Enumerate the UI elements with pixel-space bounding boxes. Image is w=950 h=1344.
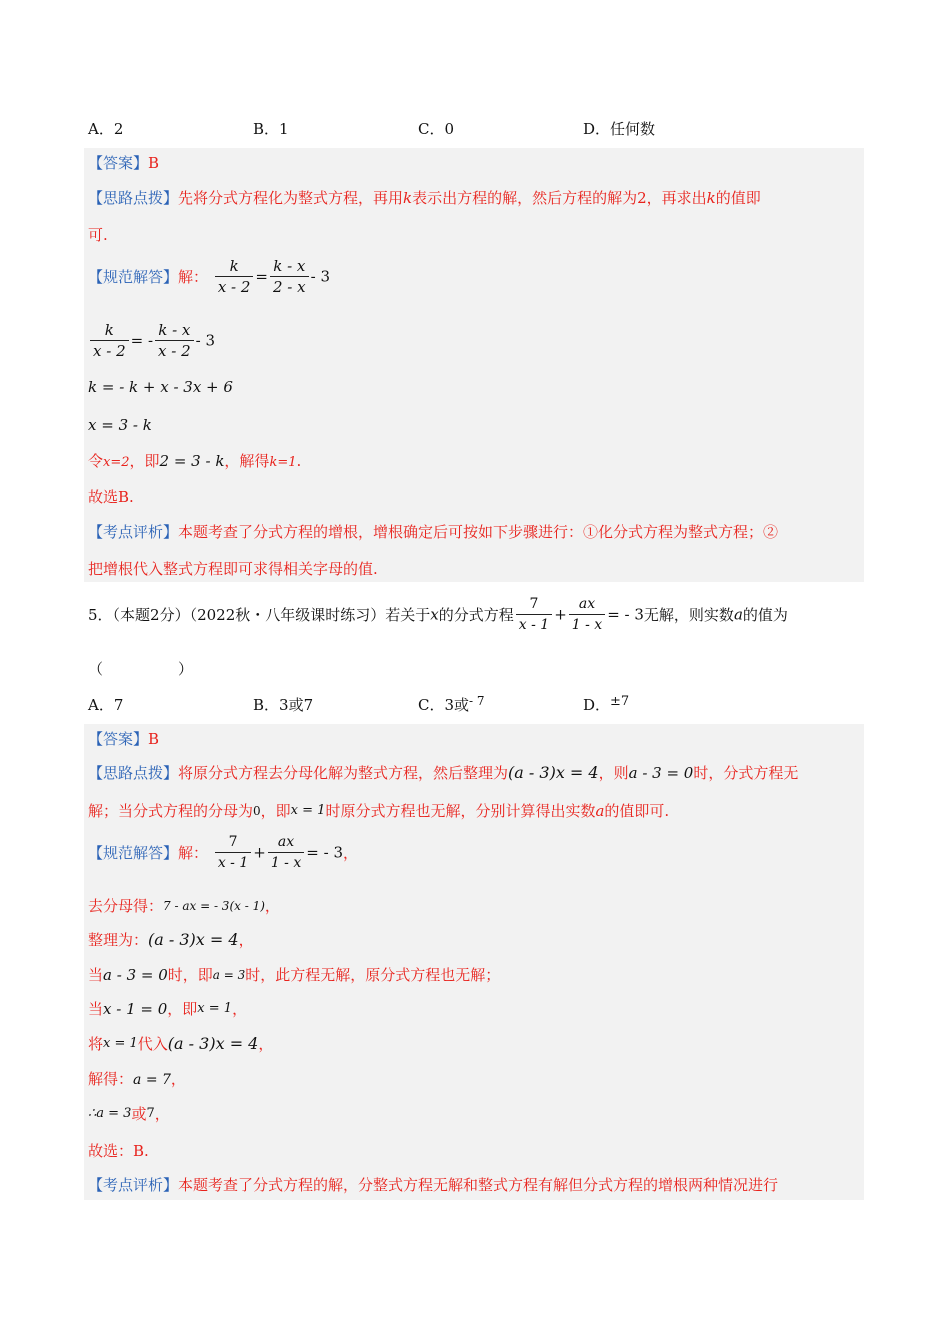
q5-step-6: 解得：a = 7， — [88, 1070, 186, 1088]
hint-text: 可. — [88, 226, 108, 244]
fraction: $\frac{k - x}{x - 2}$ — [155, 320, 194, 361]
q5-review-line-1: 【考点评析】本题考查了分式方程的解，分整式方程无解和整式方程有解但分式方程的增根两种情况进行 — [88, 1176, 779, 1194]
answer-value: B — [148, 730, 160, 748]
q5-step-3: 当a - 3 = 0时，即$^{a = 3}$时，此方程无解，原分式方程也无解； — [88, 966, 501, 984]
q4-solution-eq3: k = - k + x - 3x + 6 — [88, 378, 233, 396]
q4-review-line-2: 把增根代入整式方程即可求得相关字母的值. — [88, 560, 378, 578]
q4-answer-line — [88, 152, 159, 174]
q5-step-4: 当x - 1 = 0，即x = 1， — [88, 1000, 248, 1018]
q5-options — [88, 694, 868, 718]
q5-step-2: 整理为：(a - 3)x = 4， — [88, 930, 254, 949]
q5-hint-line-1: 【思路点拨】将原分式方程去分母化解为整式方程，然后整理为(a - 3)x = 4，则a - 3 = 0时，分式方程无 — [88, 763, 799, 782]
q5-option-d: D．±7 — [583, 694, 630, 714]
q4-solution-step: 令x=2，即2 = 3 - k，解得k=1. — [88, 452, 302, 470]
q4-solution-eq1: 【规范解答】解： $\frac{k}{x - 2}$ = $\frac{k - x}{2 - x}$ - 3 — [88, 257, 330, 296]
q5-step-7: ∴a = 3或7， — [88, 1105, 170, 1123]
solution-tag: 【规范解答】 — [88, 268, 179, 286]
solution-prefix: 解： — [178, 268, 209, 286]
q5-option-b: B．3或7 — [253, 696, 314, 714]
answer-tag: 【答案】 — [88, 154, 149, 172]
fraction: $\frac{k}{x - 2}$ — [215, 256, 254, 297]
q4-option-c: C．0 — [418, 120, 455, 138]
q4-conclusion: 故选B. — [88, 488, 134, 506]
q4-hint-line-2 — [88, 224, 108, 246]
q5-stem: 5．（本题2分）（2022秋・八年级课时练习）若关于x的分式方程 $\frac{7}{x - 1}$ + $\frac{ax}{1 - x}$ = - 3无解，则实数a的值为 — [88, 596, 788, 633]
solution-prefix: 解： — [178, 844, 209, 862]
hint-text: 先将分式方程化为整式方程，再用 — [178, 189, 404, 207]
q4-option-d: D．任何数 — [583, 120, 656, 138]
q5-option-c: C．3或$^{- 7}$ — [418, 694, 485, 714]
q5-answer-blank: （ ） — [88, 660, 194, 678]
q5-solution-eq: 【规范解答】解： $\frac{7}{x - 1}$ + $\frac{ax}{1 - x}$ = - 3， — [88, 834, 358, 871]
fraction: $\frac{k - x}{2 - x}$ — [270, 256, 309, 297]
q4-solution-eq4: x = 3 - k — [88, 416, 152, 434]
q5-solution-box — [84, 724, 864, 1200]
review-tag: 【考点评析】 — [88, 1176, 179, 1194]
fraction: $\frac{7}{x - 1}$ — [516, 594, 552, 635]
q5-conclusion: 故选：B. — [88, 1142, 149, 1160]
q5-answer-line — [88, 728, 159, 750]
q5-hint-line-2: 解；当分式方程的分母为$^0$，即x = 1时原分式方程也无解，分别计算得出实数a的值即可. — [88, 802, 670, 820]
solution-tag: 【规范解答】 — [88, 844, 179, 862]
fraction: $\frac{ax}{1 - x}$ — [268, 832, 304, 873]
q4-option-b: B．1 — [253, 120, 289, 138]
fraction: $\frac{7}{x - 1}$ — [215, 832, 251, 873]
q4-solution-box — [84, 148, 864, 582]
q4-hint-line-1 — [88, 187, 761, 209]
q4-review-line-1: 【考点评析】本题考查了分式方程的增根，增根确定后可按如下步骤进行：①化分式方程为整式方程；② — [88, 523, 779, 541]
q4-options — [88, 118, 868, 142]
q4-option-a: A．2 — [88, 120, 124, 138]
q5-step-1: 去分母得：$^{7 - ax = - 3(x - 1)}$， — [88, 897, 280, 915]
review-tag: 【考点评析】 — [88, 523, 179, 541]
answer-value: B — [148, 154, 160, 172]
hint-tag: 【思路点拨】 — [88, 764, 179, 782]
q5-step-5: 将x = 1代入(a - 3)x = 4， — [88, 1034, 274, 1053]
fraction: $\frac{k}{x - 2}$ — [90, 320, 129, 361]
answer-tag: 【答案】 — [88, 730, 149, 748]
hint-tag: 【思路点拨】 — [88, 189, 179, 207]
q5-option-a: A．7 — [88, 696, 124, 714]
q4-solution-eq2: $\frac{k}{x - 2}$ = - $\frac{k - x}{x - 2}$ - 3 — [88, 320, 215, 361]
fraction: $\frac{ax}{1 - x}$ — [569, 594, 605, 635]
hint-text: 的值即 — [715, 189, 761, 207]
hint-var: k — [706, 189, 716, 207]
hint-text: 表示出方程的解，然后方程的解为2，再求出 — [412, 189, 707, 207]
hint-var: k — [403, 189, 413, 207]
